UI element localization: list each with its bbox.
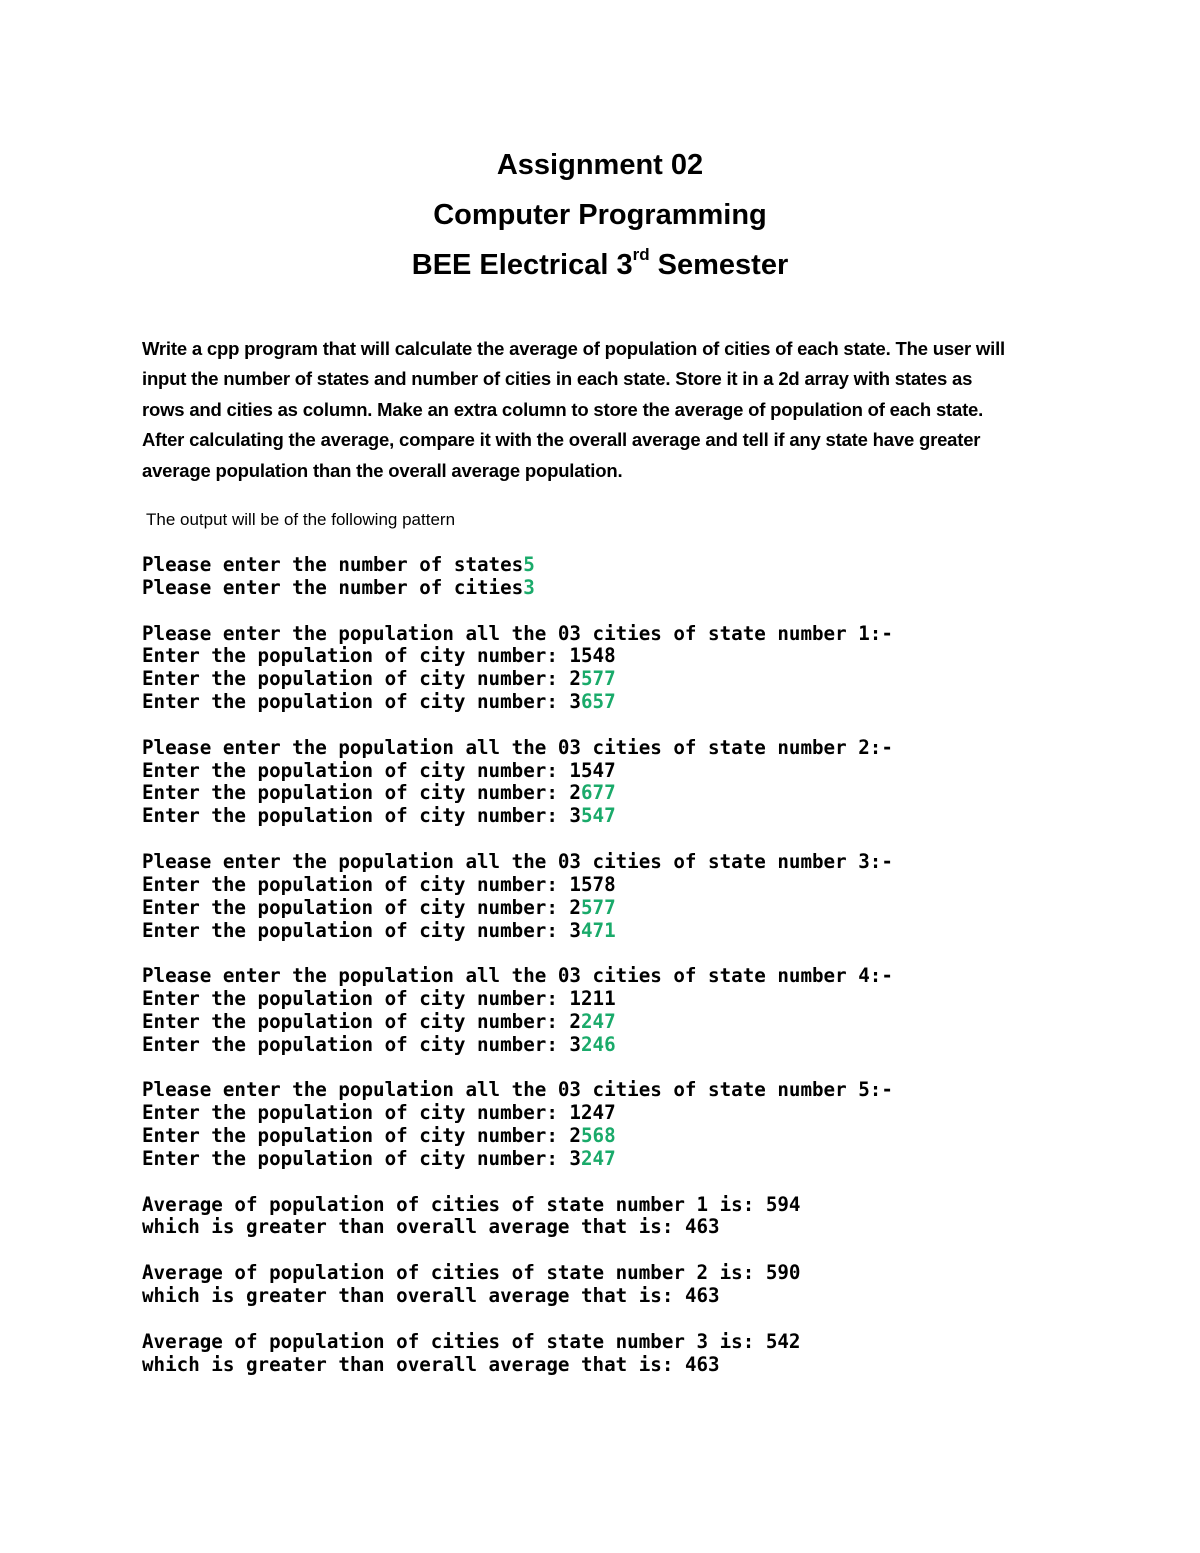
- result-state-number: 1: [696, 1192, 709, 1216]
- console-city-line: [142, 1125, 1142, 1148]
- city-index: 2: [569, 781, 581, 805]
- city-population-value: 246: [580, 1032, 616, 1056]
- city-population-value: 657: [580, 690, 616, 714]
- city-index: 3: [569, 1032, 581, 1056]
- state-number: 5: [858, 1078, 870, 1102]
- state-header-prefix: Please enter the population all the 03 cities of state number: [142, 621, 859, 645]
- city-population-value: 677: [580, 781, 616, 805]
- setup-input-value: 3: [523, 575, 535, 599]
- city-population-value: 547: [580, 804, 616, 828]
- state-header-prefix: Please enter the population all the 03 cities of state number: [142, 849, 859, 873]
- comparison-prefix: which is greater than overall average that is:: [142, 1352, 685, 1376]
- city-prompt: Enter the population of city number:: [142, 667, 570, 691]
- city-index: 3: [569, 690, 581, 714]
- city-index: 3: [569, 1146, 581, 1170]
- console-blank-line: [142, 1171, 1142, 1194]
- city-prompt: Enter the population of city number:: [142, 781, 570, 805]
- city-index: 2: [569, 667, 581, 691]
- console-city-line: [142, 645, 1142, 668]
- console-city-line: [142, 691, 1142, 714]
- result-mid: is:: [708, 1261, 766, 1285]
- result-mid: is:: [708, 1329, 766, 1353]
- overall-average-value: 463: [684, 1215, 720, 1239]
- state-header-prefix: Please enter the population all the 03 cities of state number: [142, 964, 859, 988]
- state-number: 1: [858, 621, 870, 645]
- city-population-value: 211: [580, 987, 616, 1011]
- city-prompt: Enter the population of city number:: [142, 1124, 570, 1148]
- result-prefix: Average of population of cities of state number: [142, 1261, 697, 1285]
- program-prefix: BEE Electrical 3: [411, 249, 633, 281]
- state-header-suffix: :-: [869, 1078, 893, 1102]
- city-index: 1: [569, 644, 581, 668]
- city-index: 1: [569, 1101, 581, 1125]
- result-prefix: Average of population of cities of state number: [142, 1192, 697, 1216]
- state-number: 4: [858, 964, 870, 988]
- problem-line: average population than the overall average population.: [142, 459, 623, 481]
- console-state-header: [142, 965, 1142, 988]
- city-prompt: Enter the population of city number:: [142, 918, 570, 942]
- state-number: 3: [858, 849, 870, 873]
- result-average-value: 594: [765, 1192, 801, 1216]
- city-population-value: 577: [580, 895, 616, 919]
- console-city-line: [142, 897, 1142, 920]
- problem-statement: [142, 334, 1062, 486]
- console-city-line: [142, 1034, 1142, 1057]
- city-prompt: Enter the population of city number:: [142, 1146, 570, 1170]
- problem-line: Write a cpp program that will calculate the average of population of cities of each state. The user will: [142, 338, 1005, 359]
- city-index: 1: [569, 758, 581, 782]
- result-average-value: 542: [765, 1329, 801, 1353]
- city-index: 1: [569, 872, 581, 896]
- console-state-header: [142, 1079, 1142, 1102]
- result-prefix: Average of population of cities of state number: [142, 1329, 697, 1353]
- comparison-prefix: which is greater than overall average that is:: [142, 1284, 685, 1307]
- city-population-value: 247: [580, 1101, 616, 1125]
- city-population-value: 547: [580, 758, 616, 782]
- city-population-value: 548: [580, 644, 616, 668]
- console-blank-line: [142, 1057, 1142, 1080]
- city-prompt: Enter the population of city number:: [142, 690, 570, 714]
- console-city-line: [142, 782, 1142, 805]
- overall-average-value: 463: [684, 1352, 720, 1376]
- comparison-prefix: which is greater than overall average that is:: [142, 1215, 685, 1239]
- city-prompt: Enter the population of city number:: [142, 872, 570, 896]
- console-blank-line: [142, 942, 1142, 965]
- city-index: 1: [569, 987, 581, 1011]
- assignment-title: Assignment 02: [496, 149, 704, 181]
- console-output: [142, 554, 1142, 1376]
- overall-average-value: 463: [684, 1284, 720, 1307]
- console-city-line: [142, 1102, 1142, 1125]
- city-prompt: Enter the population of city number:: [142, 987, 570, 1011]
- city-index: 2: [569, 895, 581, 919]
- console-state-header: [142, 623, 1142, 646]
- result-state-number: 3: [696, 1329, 709, 1353]
- program-superscript: rd: [632, 245, 650, 265]
- course-title: Computer Programming: [433, 199, 767, 231]
- console-comparison-line: [142, 1354, 1142, 1377]
- city-population-value: 247: [580, 1146, 616, 1170]
- city-index: 3: [569, 804, 581, 828]
- console-city-line: [142, 1011, 1142, 1034]
- console-city-line: [142, 668, 1142, 691]
- console-comparison-line: [142, 1285, 1142, 1308]
- problem-line: rows and cities as column. Make an extra column to store the average of population of each state.: [142, 398, 984, 420]
- state-number: 2: [858, 735, 870, 759]
- city-prompt: Enter the population of city number:: [142, 895, 570, 919]
- city-prompt: Enter the population of city number:: [142, 1032, 570, 1056]
- console-city-line: [142, 1148, 1142, 1171]
- city-index: 2: [569, 1009, 581, 1033]
- setup-prompt: Please enter the number of states: [142, 553, 524, 576]
- console-state-header: [142, 851, 1142, 874]
- console-result-line: [142, 1262, 1142, 1285]
- result-state-number: 2: [696, 1261, 709, 1285]
- console-comparison-line: [142, 1216, 1142, 1239]
- program-suffix: Semester: [649, 249, 789, 281]
- console-city-line: [142, 988, 1142, 1011]
- city-population-value: 471: [580, 918, 616, 942]
- state-header-prefix: Please enter the population all the 03 cities of state number: [142, 1078, 859, 1102]
- state-header-suffix: :-: [869, 735, 893, 759]
- console-blank-line: [142, 600, 1142, 623]
- city-population-value: 577: [580, 667, 616, 691]
- output-caption: The output will be of the following pattern: [146, 510, 456, 529]
- setup-input-value: 5: [523, 553, 535, 576]
- console-result-line: [142, 1331, 1142, 1354]
- console-blank-line: [142, 1239, 1142, 1262]
- city-population-value: 568: [580, 1124, 616, 1148]
- console-city-line: [142, 805, 1142, 828]
- state-header-suffix: :-: [869, 849, 893, 873]
- city-population-value: 578: [580, 872, 616, 896]
- state-header-suffix: :-: [869, 621, 893, 645]
- console-setup-line: [142, 554, 1142, 577]
- problem-line: input the number of states and number of cities in each state. Store it in a 2d array with states as: [142, 368, 973, 390]
- console-city-line: [142, 760, 1142, 783]
- city-prompt: Enter the population of city number:: [142, 1101, 570, 1125]
- city-prompt: Enter the population of city number:: [142, 758, 570, 782]
- title-block: [0, 140, 1200, 290]
- console-blank-line: [142, 828, 1142, 851]
- setup-prompt: Please enter the number of cities: [142, 575, 524, 599]
- console-blank-line: [142, 714, 1142, 737]
- console-setup-line: [142, 577, 1142, 600]
- result-average-value: 590: [765, 1261, 801, 1285]
- console-city-line: [142, 920, 1142, 943]
- city-population-value: 247: [580, 1009, 616, 1033]
- console-result-line: [142, 1194, 1142, 1217]
- problem-line: After calculating the average, compare it with the overall average and tell if any state have greater: [142, 429, 981, 451]
- city-prompt: Enter the population of city number:: [142, 804, 570, 828]
- state-header-prefix: Please enter the population all the 03 cities of state number: [142, 735, 859, 759]
- console-blank-line: [142, 1308, 1142, 1331]
- city-prompt: Enter the population of city number:: [142, 1009, 570, 1033]
- city-index: 2: [569, 1124, 581, 1148]
- console-state-header: [142, 737, 1142, 760]
- state-header-suffix: :-: [869, 964, 893, 988]
- program-title: [0, 240, 1200, 290]
- city-index: 3: [569, 918, 581, 942]
- result-mid: is:: [708, 1192, 766, 1216]
- city-prompt: Enter the population of city number:: [142, 644, 570, 668]
- console-city-line: [142, 874, 1142, 897]
